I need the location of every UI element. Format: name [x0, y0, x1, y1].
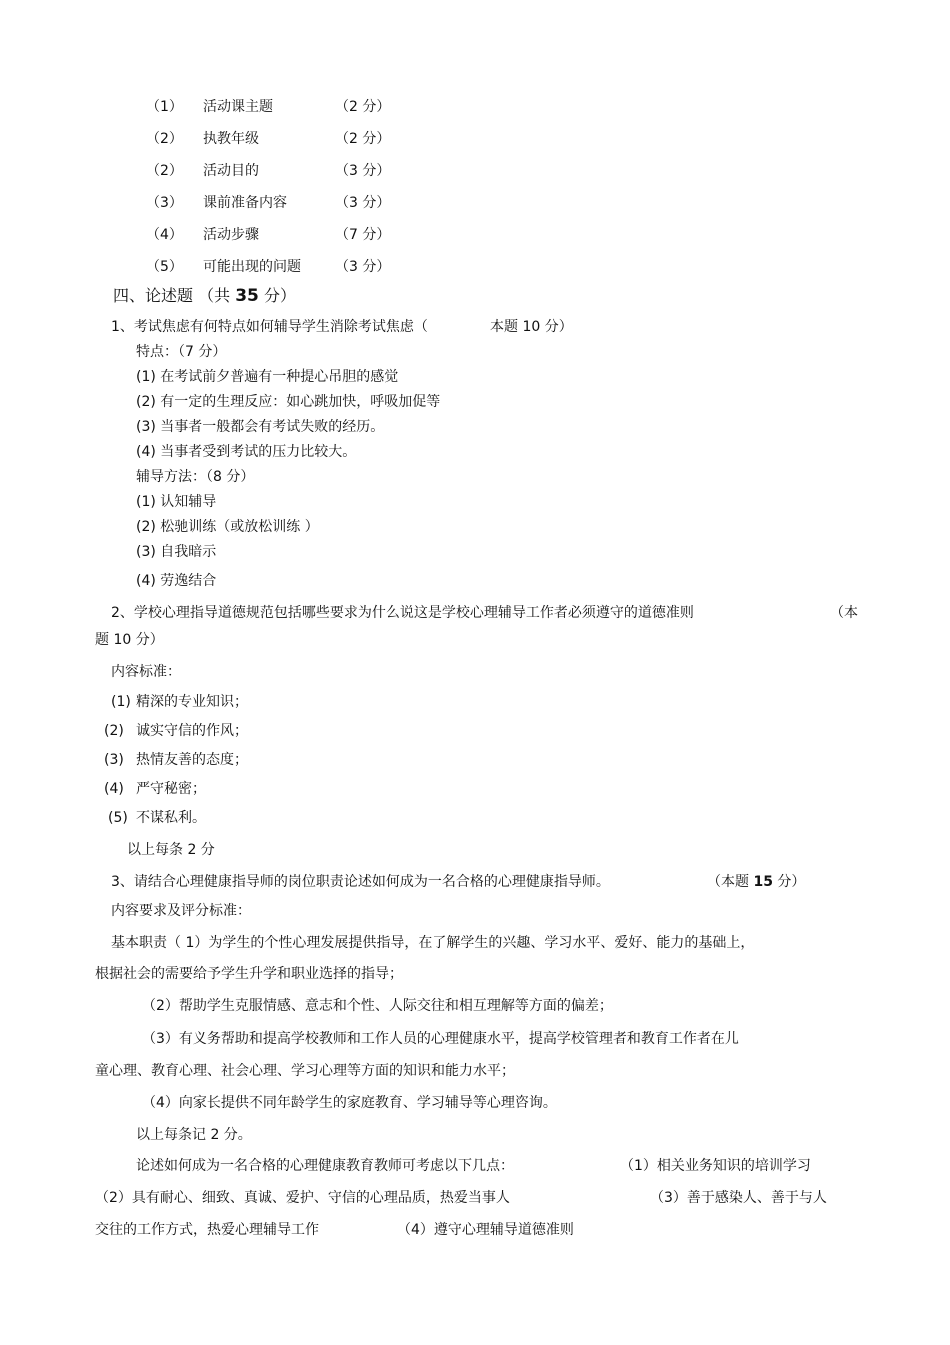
- question-2-item: 诚实守信的作风；: [136, 723, 248, 739]
- rubric-number: （2）: [146, 131, 183, 147]
- rubric-points: （3 分）: [335, 195, 391, 211]
- rubric-item: 课前准备内容: [203, 195, 287, 211]
- question-3-duty-1: 基本职责（ 1）为学生的个性心理发展提供指导，在了解学生的兴趣、学习水平、爱好、能力的基础上，: [111, 935, 755, 951]
- section-heading-score: 35: [235, 286, 259, 306]
- section-heading-prefix: 四、论述题 （共: [113, 286, 231, 305]
- question-1-feature: (4) 当事者受到考试的压力比较大。: [136, 444, 357, 460]
- question-3-point-1: （1）相关业务知识的培训学习: [620, 1158, 811, 1174]
- question-1-method: (1) 认知辅导: [136, 494, 217, 510]
- question-1-score: 本题 10 分）: [490, 319, 573, 335]
- rubric-number: （2）: [146, 163, 183, 179]
- question-3-point-4: （4）遵守心理辅导道德准则: [397, 1222, 574, 1238]
- question-2-item-number: (5): [108, 810, 128, 826]
- rubric-number: （1）: [146, 99, 183, 115]
- question-2-item-number: (3): [104, 752, 124, 768]
- rubric-points: （2 分）: [335, 131, 391, 147]
- question-2-item-number: (1): [111, 694, 131, 710]
- rubric-points: （7 分）: [335, 227, 391, 243]
- question-3-duty-3-continued: 童心理、教育心理、社会心理、学习心理等方面的知识和能力水平；: [95, 1063, 515, 1079]
- question-1-method-label: 辅导方法：（8 分）: [136, 469, 255, 485]
- question-2-item: 不谋私利。: [136, 810, 206, 826]
- question-1-method: (3) 自我暗示: [136, 544, 217, 560]
- rubric-item: 活动步骤: [203, 227, 259, 243]
- question-1-method: (2) 松驰训练（或放松训练 ）: [136, 519, 319, 535]
- question-3-duty-2: （2）帮助学生克服情感、意志和个性、人际交往和相互理解等方面的偏差；: [142, 998, 613, 1014]
- question-1-feature-label: 特点：（7 分）: [136, 344, 227, 360]
- question-2-score-end: 题 10 分）: [95, 632, 164, 648]
- question-3-duty-1-continued: 根据社会的需要给予学生升学和职业选择的指导；: [95, 966, 403, 982]
- rubric-points: （3 分）: [335, 163, 391, 179]
- question-1-feature: (1) 在考试前夕普遍有一种提心吊胆的感觉: [136, 369, 399, 385]
- rubric-item: 活动课主题: [203, 99, 273, 115]
- rubric-item: 可能出现的问题: [203, 259, 301, 275]
- rubric-points: （3 分）: [335, 259, 391, 275]
- question-1-title: 1、考试焦虑有何特点如何辅导学生消除考试焦虑（: [111, 319, 428, 335]
- section-heading: [113, 286, 296, 306]
- question-1-feature: (2) 有一定的生理反应：如心跳加快，呼吸加促等: [136, 394, 441, 410]
- rubric-number: （5）: [146, 259, 183, 275]
- question-3-duty-4: （4）向家长提供不同年龄学生的家庭教育、学习辅导等心理咨询。: [142, 1095, 557, 1111]
- question-2-item: 热情友善的态度；: [136, 752, 248, 768]
- question-1-feature: (3) 当事者一般都会有考试失败的经历。: [136, 419, 385, 435]
- question-2-content-label: 内容标准：: [111, 664, 181, 680]
- question-2-item-number: (4): [104, 781, 124, 797]
- rubric-points: （2 分）: [335, 99, 391, 115]
- rubric-item: 执教年级: [203, 131, 259, 147]
- question-3-point-3-continued: 交往的工作方式，热爱心理辅导工作: [95, 1222, 319, 1238]
- question-3-score: [707, 873, 805, 891]
- question-2-item: 精深的专业知识；: [136, 694, 248, 710]
- question-2-title: 2、学校心理指导道德规范包括哪些要求为什么说这是学校心理辅导工作者必须遵守的道德准则: [111, 605, 694, 621]
- question-3-score-value: 15: [753, 874, 773, 890]
- question-3-point-2: （2）具有耐心、细致、真诚、爱护、守信的心理品质，热爱当事人: [95, 1190, 510, 1206]
- question-3-discussion: 论述如何成为一名合格的心理健康教育教师可考虑以下几点：: [136, 1158, 514, 1174]
- question-3-note: 以上每条记 2 分。: [136, 1127, 252, 1143]
- question-2-score-start: （本: [830, 605, 858, 621]
- question-3-score-prefix: （本题: [707, 874, 749, 890]
- rubric-number: （3）: [146, 195, 183, 211]
- section-heading-suffix: 分）: [263, 286, 296, 305]
- rubric-number: （4）: [146, 227, 183, 243]
- question-2-item: 严守秘密；: [136, 781, 206, 797]
- question-2-item-number: (2): [104, 723, 124, 739]
- rubric-item: 活动目的: [203, 163, 259, 179]
- question-3-title: 3、请结合心理健康指导师的岗位职责论述如何成为一名合格的心理健康指导师。: [111, 874, 610, 890]
- question-3-duty-3: （3）有义务帮助和提高学校教师和工作人员的心理健康水平，提高学校管理者和教育工作者在儿: [142, 1031, 739, 1047]
- question-2-note: 以上每条 2 分: [127, 842, 215, 858]
- question-3-point-3: （3）善于感染人、善于与人: [650, 1190, 827, 1206]
- question-3-score-suffix: 分）: [777, 874, 806, 890]
- question-1-method: (4) 劳逸结合: [136, 573, 217, 589]
- question-3-content-label: 内容要求及评分标准：: [111, 903, 251, 919]
